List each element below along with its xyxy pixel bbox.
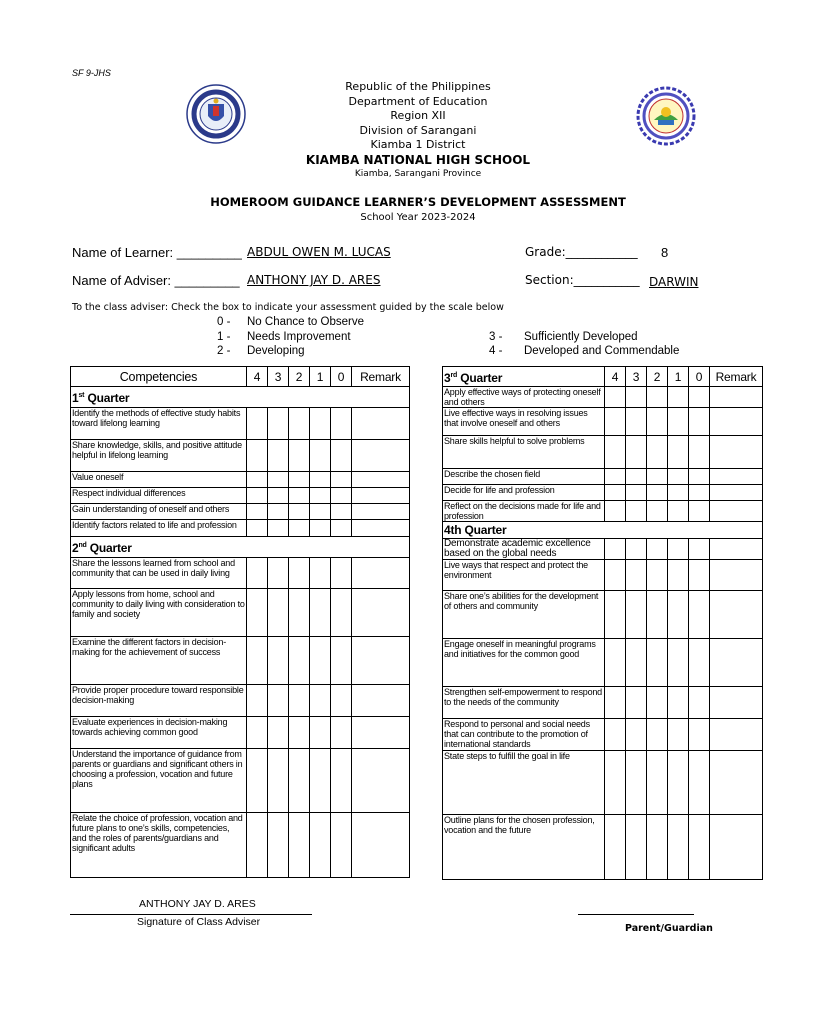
checkbox-2[interactable] [289, 408, 310, 440]
checkbox-4[interactable] [605, 469, 626, 485]
grade-label: Grade:____________ [525, 245, 638, 259]
checkbox-0[interactable] [689, 591, 710, 639]
remark-cell[interactable] [352, 504, 410, 520]
scale-code-0: 0 - [217, 316, 231, 328]
header-1: 1 [668, 367, 689, 387]
checkbox-2[interactable] [289, 472, 310, 488]
scale-text-4: Developed and Commendable [524, 345, 680, 357]
table-row [71, 589, 410, 637]
checkbox-3[interactable] [626, 501, 647, 522]
checkbox-3[interactable] [626, 436, 647, 469]
table-row [443, 485, 763, 501]
region-text: Region XII [390, 109, 446, 122]
checkbox-1[interactable] [310, 408, 331, 440]
checkbox-1[interactable] [310, 749, 331, 813]
header-4: 4 [247, 367, 268, 387]
header-3: 3 [268, 367, 289, 387]
table-row [71, 504, 410, 520]
competency-text: Share one’s abilities for the development of others and community [443, 591, 605, 639]
remark-cell[interactable] [352, 589, 410, 637]
scale-text-1: Needs Improvement [247, 331, 351, 343]
checkbox-3[interactable] [626, 539, 647, 560]
parent-signature-line [578, 914, 694, 915]
checkbox-4[interactable] [605, 687, 626, 719]
table-row [71, 717, 410, 749]
competency-text: Evaluate experiences in decision-making towards achieving common good [71, 717, 247, 749]
checkbox-0[interactable] [331, 637, 352, 685]
section-label: Section:___________ [525, 273, 640, 287]
checkbox-4[interactable] [247, 813, 268, 878]
competency-text: Share the lessons learned from school and community that can be used in daily living [71, 558, 247, 589]
checkbox-2[interactable] [647, 560, 668, 591]
header-competencies: Competencies [71, 367, 247, 387]
table-row [443, 591, 763, 639]
checkbox-1[interactable] [668, 719, 689, 751]
adviser-signature-name: ANTHONY JAY D. ARES [139, 898, 256, 910]
checkbox-0[interactable] [689, 539, 710, 560]
header-4: 4 [605, 367, 626, 387]
checkbox-1[interactable] [310, 589, 331, 637]
parent-caption-clip [625, 918, 713, 936]
instruction-text: To the class adviser: Check the box to indicate your assessment guided by the scale below [72, 302, 504, 313]
checkbox-4[interactable] [605, 408, 626, 436]
checkbox-0[interactable] [331, 589, 352, 637]
checkbox-4[interactable] [247, 685, 268, 717]
table-row [71, 408, 410, 440]
checkbox-0[interactable] [689, 815, 710, 880]
remark-cell[interactable] [710, 751, 763, 815]
checkbox-1[interactable] [310, 440, 331, 472]
grade-value: 8 [661, 245, 669, 260]
checkbox-4[interactable] [247, 520, 268, 537]
checkbox-2[interactable] [289, 685, 310, 717]
table-row [71, 520, 410, 537]
scale-code-3: 3 - [489, 331, 503, 343]
remark-cell[interactable] [710, 485, 763, 501]
checkbox-0[interactable] [331, 440, 352, 472]
checkbox-1[interactable] [668, 591, 689, 639]
remark-cell[interactable] [710, 815, 763, 880]
table-row [71, 813, 410, 878]
checkbox-4[interactable] [605, 815, 626, 880]
learner-name: ABDUL OWEN M. LUCAS [247, 245, 391, 259]
checkbox-2[interactable] [289, 749, 310, 813]
checkbox-4[interactable] [247, 749, 268, 813]
quarter-3-heading: 3rd Quarter [443, 367, 605, 387]
scale-text-0: No Chance to Observe [247, 316, 364, 328]
checkbox-3[interactable] [268, 637, 289, 685]
table-row [443, 539, 763, 560]
checkbox-0[interactable] [331, 408, 352, 440]
checkbox-3[interactable] [268, 520, 289, 537]
table-row [443, 387, 763, 408]
competency-text: Respect individual differences [71, 488, 247, 504]
checkbox-0[interactable] [331, 685, 352, 717]
checkbox-2[interactable] [289, 589, 310, 637]
remark-cell[interactable] [352, 685, 410, 717]
checkbox-1[interactable] [310, 488, 331, 504]
checkbox-4[interactable] [605, 436, 626, 469]
checkbox-1[interactable] [668, 539, 689, 560]
letterhead [0, 80, 836, 182]
competency-text: Describe the chosen field [443, 469, 605, 485]
checkbox-0[interactable] [689, 387, 710, 408]
assessment-table-right [442, 366, 763, 880]
remark-cell[interactable] [352, 408, 410, 440]
checkbox-2[interactable] [647, 469, 668, 485]
remark-cell[interactable] [352, 813, 410, 878]
checkbox-0[interactable] [689, 560, 710, 591]
republic-text: Republic of the Philippines [345, 80, 491, 93]
checkbox-2[interactable] [647, 639, 668, 687]
checkbox-1[interactable] [310, 685, 331, 717]
checkbox-3[interactable] [626, 408, 647, 436]
checkbox-2[interactable] [647, 815, 668, 880]
remark-cell[interactable] [352, 440, 410, 472]
checkbox-0[interactable] [331, 488, 352, 504]
competency-text: Apply effective ways of protecting oneself and others [443, 387, 605, 408]
form-title: HOMEROOM GUIDANCE LEARNER’S DEVELOPMENT ASSESSMENT [210, 195, 626, 209]
checkbox-1[interactable] [310, 813, 331, 878]
checkbox-0[interactable] [689, 485, 710, 501]
table-row [71, 440, 410, 472]
checkbox-2[interactable] [289, 637, 310, 685]
competency-text: Outline plans for the chosen profession, vocation and the future [443, 815, 605, 880]
remark-cell[interactable] [710, 436, 763, 469]
school-name: KIAMBA NATIONAL HIGH SCHOOL [305, 152, 531, 167]
remark-cell[interactable] [352, 558, 410, 589]
competency-text: Respond to personal and social needs that can contribute to the promotion of international standards [443, 719, 605, 751]
competency-text: Examine the different factors in decision-making for the achievement of success [71, 637, 247, 685]
section-value-clip [649, 273, 699, 291]
checkbox-1[interactable] [310, 520, 331, 537]
checkbox-0[interactable] [331, 520, 352, 537]
checkbox-1[interactable] [310, 558, 331, 589]
checkbox-2[interactable] [289, 488, 310, 504]
checkbox-1[interactable] [668, 501, 689, 522]
checkbox-2[interactable] [647, 501, 668, 522]
checkbox-0[interactable] [331, 558, 352, 589]
checkbox-1[interactable] [668, 485, 689, 501]
checkbox-3[interactable] [626, 815, 647, 880]
checkbox-2[interactable] [289, 520, 310, 537]
checkbox-3[interactable] [268, 440, 289, 472]
checkbox-4[interactable] [605, 560, 626, 591]
competency-text: Apply lessons from home, school and community to daily living with consideration to family and society [71, 589, 247, 637]
table-row [443, 815, 763, 880]
checkbox-1[interactable] [310, 637, 331, 685]
checkbox-2[interactable] [647, 751, 668, 815]
table-row [443, 436, 763, 469]
scale-text-3: Sufficiently Developed [524, 331, 638, 343]
checkbox-0[interactable] [331, 749, 352, 813]
table-row [443, 719, 763, 751]
checkbox-4[interactable] [247, 637, 268, 685]
checkbox-3[interactable] [626, 639, 647, 687]
checkbox-0[interactable] [331, 717, 352, 749]
header-0: 0 [689, 367, 710, 387]
quarter-4-heading: 4th Quarter [443, 522, 763, 539]
table-row [71, 488, 410, 504]
checkbox-3[interactable] [268, 504, 289, 520]
checkbox-2[interactable] [647, 485, 668, 501]
quarter-2-heading: 2nd Quarter [71, 537, 410, 558]
checkbox-0[interactable] [331, 472, 352, 488]
competency-text: Share knowledge, skills, and positive attitude helpful in lifelong learning [71, 440, 247, 472]
table-row [443, 501, 763, 522]
scale-code-2: 2 - [217, 345, 231, 357]
parent-signature-caption: Parent/Guardian [625, 923, 713, 934]
checkbox-2[interactable] [647, 436, 668, 469]
adviser-label: Name of Adviser: _________ [72, 273, 240, 288]
section-value: DARWIN [649, 275, 699, 289]
checkbox-2[interactable] [647, 687, 668, 719]
remark-cell[interactable] [710, 408, 763, 436]
quarter-1-heading: 1st Quarter [71, 387, 410, 408]
checkbox-4[interactable] [605, 501, 626, 522]
checkbox-2[interactable] [289, 504, 310, 520]
checkbox-3[interactable] [268, 472, 289, 488]
checkbox-4[interactable] [605, 751, 626, 815]
table-row [71, 637, 410, 685]
scale-code-4: 4 - [489, 345, 503, 357]
competency-text: Live effective ways in resolving issues that involve oneself and others [443, 408, 605, 436]
form-code: SF 9-JHS [72, 68, 111, 78]
checkbox-0[interactable] [689, 408, 710, 436]
checkbox-2[interactable] [289, 440, 310, 472]
competency-text: Identify factors related to life and profession [71, 520, 247, 537]
checkbox-0[interactable] [689, 719, 710, 751]
remark-cell[interactable] [710, 387, 763, 408]
checkbox-1[interactable] [310, 472, 331, 488]
checkbox-3[interactable] [626, 719, 647, 751]
assessment-table-left [70, 366, 410, 878]
checkbox-4[interactable] [247, 558, 268, 589]
checkbox-0[interactable] [689, 751, 710, 815]
learner-label: Name of Learner: _________ [72, 245, 242, 260]
checkbox-0[interactable] [331, 813, 352, 878]
competency-text: Live ways that respect and protect the environment [443, 560, 605, 591]
checkbox-4[interactable] [605, 719, 626, 751]
checkbox-4[interactable] [605, 485, 626, 501]
checkbox-3[interactable] [268, 558, 289, 589]
header-0: 0 [331, 367, 352, 387]
right-table-clip [441, 366, 757, 886]
checkbox-3[interactable] [268, 813, 289, 878]
checkbox-1[interactable] [668, 436, 689, 469]
scale-code-1: 1 - [217, 331, 231, 343]
checkbox-0[interactable] [689, 469, 710, 485]
table-row [71, 558, 410, 589]
competency-text: Reflect on the decisions made for life and profession [443, 501, 605, 522]
checkbox-0[interactable] [689, 687, 710, 719]
checkbox-1[interactable] [668, 408, 689, 436]
remark-cell[interactable] [710, 591, 763, 639]
table-row [443, 751, 763, 815]
competency-text: Provide proper procedure toward responsible decision-making [71, 685, 247, 717]
remark-cell[interactable] [352, 520, 410, 537]
school-year: School Year 2023-2024 [360, 212, 476, 223]
checkbox-3[interactable] [626, 687, 647, 719]
checkbox-4[interactable] [605, 539, 626, 560]
remark-cell[interactable] [710, 469, 763, 485]
checkbox-1[interactable] [668, 751, 689, 815]
competency-text: Demonstrate academic excellence based on the global needs [443, 539, 605, 560]
table-row [443, 469, 763, 485]
checkbox-1[interactable] [310, 504, 331, 520]
checkbox-2[interactable] [647, 719, 668, 751]
checkbox-0[interactable] [331, 504, 352, 520]
checkbox-3[interactable] [626, 591, 647, 639]
checkbox-1[interactable] [668, 639, 689, 687]
checkbox-1[interactable] [668, 387, 689, 408]
header-remark: Remark [352, 367, 410, 387]
remark-cell[interactable] [710, 539, 763, 560]
competency-text: Understand the importance of guidance from parents or guardians and significant others in choosing a profession, vocation and future plans [71, 749, 247, 813]
remark-cell[interactable] [352, 637, 410, 685]
checkbox-0[interactable] [689, 639, 710, 687]
competency-text: Engage oneself in meaningful programs and initiatives for the common good [443, 639, 605, 687]
checkbox-2[interactable] [289, 717, 310, 749]
table-row [71, 685, 410, 717]
checkbox-2[interactable] [647, 387, 668, 408]
checkbox-4[interactable] [247, 472, 268, 488]
remark-cell[interactable] [710, 719, 763, 751]
checkbox-0[interactable] [689, 436, 710, 469]
competency-text: Decide for life and profession [443, 485, 605, 501]
remark-cell[interactable] [352, 717, 410, 749]
remark-cell[interactable] [352, 749, 410, 813]
department-text: Department of Education [348, 94, 488, 108]
checkbox-4[interactable] [247, 408, 268, 440]
adviser-name: ANTHONY JAY D. ARES [247, 273, 381, 287]
checkbox-3[interactable] [626, 751, 647, 815]
competency-text: Relate the choice of profession, vocation and future plans to one’s skills, competencies, and the roles of parents/guardians and significant adults [71, 813, 247, 878]
competency-text: Share skills helpful to solve problems [443, 436, 605, 469]
checkbox-4[interactable] [247, 488, 268, 504]
remark-cell[interactable] [710, 501, 763, 522]
school-address: Kiamba, Sarangani Province [354, 169, 482, 179]
competency-text: Strengthen self-empowerment to respond to the needs of the community [443, 687, 605, 719]
checkbox-2[interactable] [647, 539, 668, 560]
remark-cell[interactable] [352, 488, 410, 504]
table-row [443, 639, 763, 687]
checkbox-3[interactable] [268, 685, 289, 717]
checkbox-4[interactable] [247, 717, 268, 749]
table-row [71, 749, 410, 813]
competency-text: Identify the methods of effective study habits toward lifelong learning [71, 408, 247, 440]
table-row [443, 687, 763, 719]
checkbox-3[interactable] [626, 387, 647, 408]
header-3: 3 [626, 367, 647, 387]
checkbox-4[interactable] [605, 591, 626, 639]
checkbox-3[interactable] [268, 749, 289, 813]
checkbox-3[interactable] [268, 589, 289, 637]
header-remark: Remark [710, 367, 763, 387]
header-1: 1 [310, 367, 331, 387]
table-row [443, 560, 763, 591]
checkbox-2[interactable] [647, 408, 668, 436]
competency-text: State steps to fulfill the goal in life [443, 751, 605, 815]
checkbox-2[interactable] [647, 591, 668, 639]
checkbox-3[interactable] [268, 717, 289, 749]
checkbox-3[interactable] [626, 560, 647, 591]
header-2: 2 [289, 367, 310, 387]
table-row [71, 472, 410, 488]
remark-cell[interactable] [352, 472, 410, 488]
checkbox-0[interactable] [689, 501, 710, 522]
header-2: 2 [647, 367, 668, 387]
checkbox-1[interactable] [668, 469, 689, 485]
remark-cell[interactable] [710, 639, 763, 687]
checkbox-2[interactable] [289, 558, 310, 589]
competency-text: Value oneself [71, 472, 247, 488]
remark-cell[interactable] [710, 687, 763, 719]
table-row [443, 408, 763, 436]
checkbox-2[interactable] [289, 813, 310, 878]
checkbox-1[interactable] [668, 687, 689, 719]
checkbox-3[interactable] [626, 469, 647, 485]
competency-text: Gain understanding of oneself and others [71, 504, 247, 520]
checkbox-4[interactable] [605, 639, 626, 687]
district-text: Kiamba 1 District [370, 138, 466, 151]
checkbox-3[interactable] [268, 488, 289, 504]
remark-cell[interactable] [710, 560, 763, 591]
checkbox-3[interactable] [268, 408, 289, 440]
checkbox-4[interactable] [247, 440, 268, 472]
scale-text-2: Developing [247, 345, 305, 357]
checkbox-4[interactable] [247, 589, 268, 637]
checkbox-3[interactable] [626, 485, 647, 501]
adviser-signature-caption: Signature of Class Adviser [137, 916, 261, 928]
adviser-signature-line [70, 914, 312, 915]
checkbox-4[interactable] [247, 504, 268, 520]
division-text: Division of Sarangani [359, 123, 477, 137]
checkbox-4[interactable] [605, 387, 626, 408]
checkbox-1[interactable] [310, 717, 331, 749]
checkbox-1[interactable] [668, 560, 689, 591]
checkbox-1[interactable] [668, 815, 689, 880]
